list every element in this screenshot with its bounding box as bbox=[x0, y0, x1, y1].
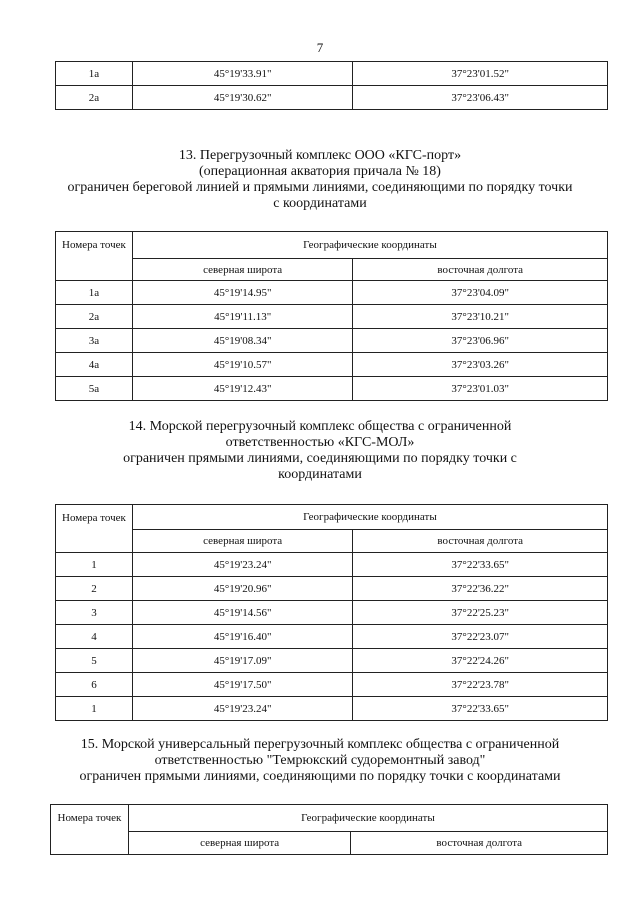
point-cell: 2 bbox=[56, 577, 133, 601]
north-cell: 45°19'16.40" bbox=[132, 625, 353, 649]
north-cell: 45°19'23.24" bbox=[132, 553, 353, 577]
point-cell: 3 bbox=[56, 601, 133, 625]
section-13-description: ограничен береговой линией и прямыми линиями, соединяющими по порядку точки bbox=[67, 180, 573, 195]
table-row bbox=[56, 697, 608, 721]
section-14-description: ограничен прямыми линиями, соединяющими по порядку точки с bbox=[123, 451, 517, 466]
north-cell: 45°19'08.34" bbox=[132, 329, 353, 353]
table-row bbox=[56, 86, 608, 110]
east-cell: 37°22'33.65" bbox=[353, 553, 608, 577]
east-cell: 37°23'06.96" bbox=[353, 329, 608, 353]
point-cell: 4 bbox=[56, 625, 133, 649]
section-13-title: 13. Перегрузочный комплекс ООО «КГС-порт» bbox=[178, 148, 462, 163]
east-cell: 37°23'01.52" bbox=[353, 62, 608, 86]
north-latitude-header: северная широта bbox=[128, 832, 351, 855]
table-row bbox=[56, 329, 608, 353]
north-cell: 45°19'17.09" bbox=[132, 649, 353, 673]
east-cell: 37°22'24.26" bbox=[353, 649, 608, 673]
point-cell: 1а bbox=[56, 62, 133, 86]
north-cell: 45°19'23.24" bbox=[132, 697, 353, 721]
table-row bbox=[56, 601, 608, 625]
north-cell: 45°19'12.43" bbox=[132, 377, 353, 401]
east-longitude-header: восточная долгота bbox=[351, 832, 608, 855]
table-row bbox=[56, 281, 608, 305]
section-14-description-cont: координатами bbox=[278, 467, 362, 482]
table-row bbox=[56, 353, 608, 377]
section-13-subtitle: (операционная акватория причала № 18) bbox=[199, 164, 441, 179]
section-15-heading bbox=[10, 737, 630, 785]
east-longitude-header: восточная долгота bbox=[353, 530, 608, 553]
north-latitude-header: северная широта bbox=[132, 259, 353, 281]
point-cell: 1а bbox=[56, 281, 133, 305]
east-cell: 37°23'06.43" bbox=[353, 86, 608, 110]
table-row bbox=[56, 577, 608, 601]
east-longitude-header: восточная долгота bbox=[353, 259, 608, 281]
point-cell: 6 bbox=[56, 673, 133, 697]
east-cell: 37°23'03.26" bbox=[353, 353, 608, 377]
coordinates-table-14 bbox=[55, 504, 608, 721]
section-14-heading bbox=[30, 419, 610, 483]
north-cell: 45°19'10.57" bbox=[132, 353, 353, 377]
north-cell: 45°19'33.91" bbox=[132, 62, 353, 86]
geo-coordinates-header: Географические координаты bbox=[128, 805, 607, 832]
section-15-description: ограничен прямыми линиями, соединяющими по порядку точки с координатами bbox=[79, 769, 561, 784]
east-cell: 37°23'04.09" bbox=[353, 281, 608, 305]
east-cell: 37°23'10.21" bbox=[353, 305, 608, 329]
point-cell: 2а bbox=[56, 305, 133, 329]
points-header: Номера точек bbox=[56, 232, 133, 281]
east-cell: 37°22'23.78" bbox=[353, 673, 608, 697]
point-cell: 3а bbox=[56, 329, 133, 353]
section-14-title: 14. Морской перегрузочный комплекс общества с ограниченной bbox=[128, 419, 512, 434]
section-15-subtitle: ответственностью "Темрюкский судоремонтный завод" bbox=[154, 753, 486, 768]
north-latitude-header: северная широта bbox=[132, 530, 353, 553]
section-13-description-cont: с координатами bbox=[273, 196, 367, 211]
geo-coordinates-header: Географические координаты bbox=[132, 232, 607, 259]
coordinates-table-13 bbox=[55, 231, 608, 401]
north-cell: 45°19'17.50" bbox=[132, 673, 353, 697]
point-cell: 1 bbox=[56, 553, 133, 577]
east-cell: 37°23'01.03" bbox=[353, 377, 608, 401]
north-cell: 45°19'14.95" bbox=[132, 281, 353, 305]
east-cell: 37°22'33.65" bbox=[353, 697, 608, 721]
section-15-title: 15. Морской универсальный перегрузочный комплекс общества с ограниченной bbox=[80, 737, 560, 752]
table-row bbox=[56, 625, 608, 649]
coordinates-table-15 bbox=[50, 804, 608, 855]
page-number: 7 bbox=[316, 40, 324, 55]
east-cell: 37°22'23.07" bbox=[353, 625, 608, 649]
points-header: Номера точек bbox=[56, 505, 133, 553]
north-cell: 45°19'30.62" bbox=[132, 86, 353, 110]
north-cell: 45°19'11.13" bbox=[132, 305, 353, 329]
east-cell: 37°22'36.22" bbox=[353, 577, 608, 601]
north-cell: 45°19'14.56" bbox=[132, 601, 353, 625]
table-row bbox=[56, 377, 608, 401]
table-row bbox=[56, 649, 608, 673]
section-14-subtitle: ответственностью «КГС-МОЛ» bbox=[225, 435, 415, 450]
section-13-heading bbox=[30, 148, 610, 212]
coordinates-table-continued bbox=[55, 61, 608, 110]
point-cell: 5 bbox=[56, 649, 133, 673]
point-cell: 1 bbox=[56, 697, 133, 721]
table-row bbox=[56, 62, 608, 86]
point-cell: 4а bbox=[56, 353, 133, 377]
point-cell: 2а bbox=[56, 86, 133, 110]
point-cell: 5а bbox=[56, 377, 133, 401]
points-header: Номера точек bbox=[51, 805, 129, 855]
geo-coordinates-header: Географические координаты bbox=[132, 505, 607, 530]
table-row bbox=[56, 553, 608, 577]
east-cell: 37°22'25.23" bbox=[353, 601, 608, 625]
table-row bbox=[56, 673, 608, 697]
north-cell: 45°19'20.96" bbox=[132, 577, 353, 601]
table-row bbox=[56, 305, 608, 329]
